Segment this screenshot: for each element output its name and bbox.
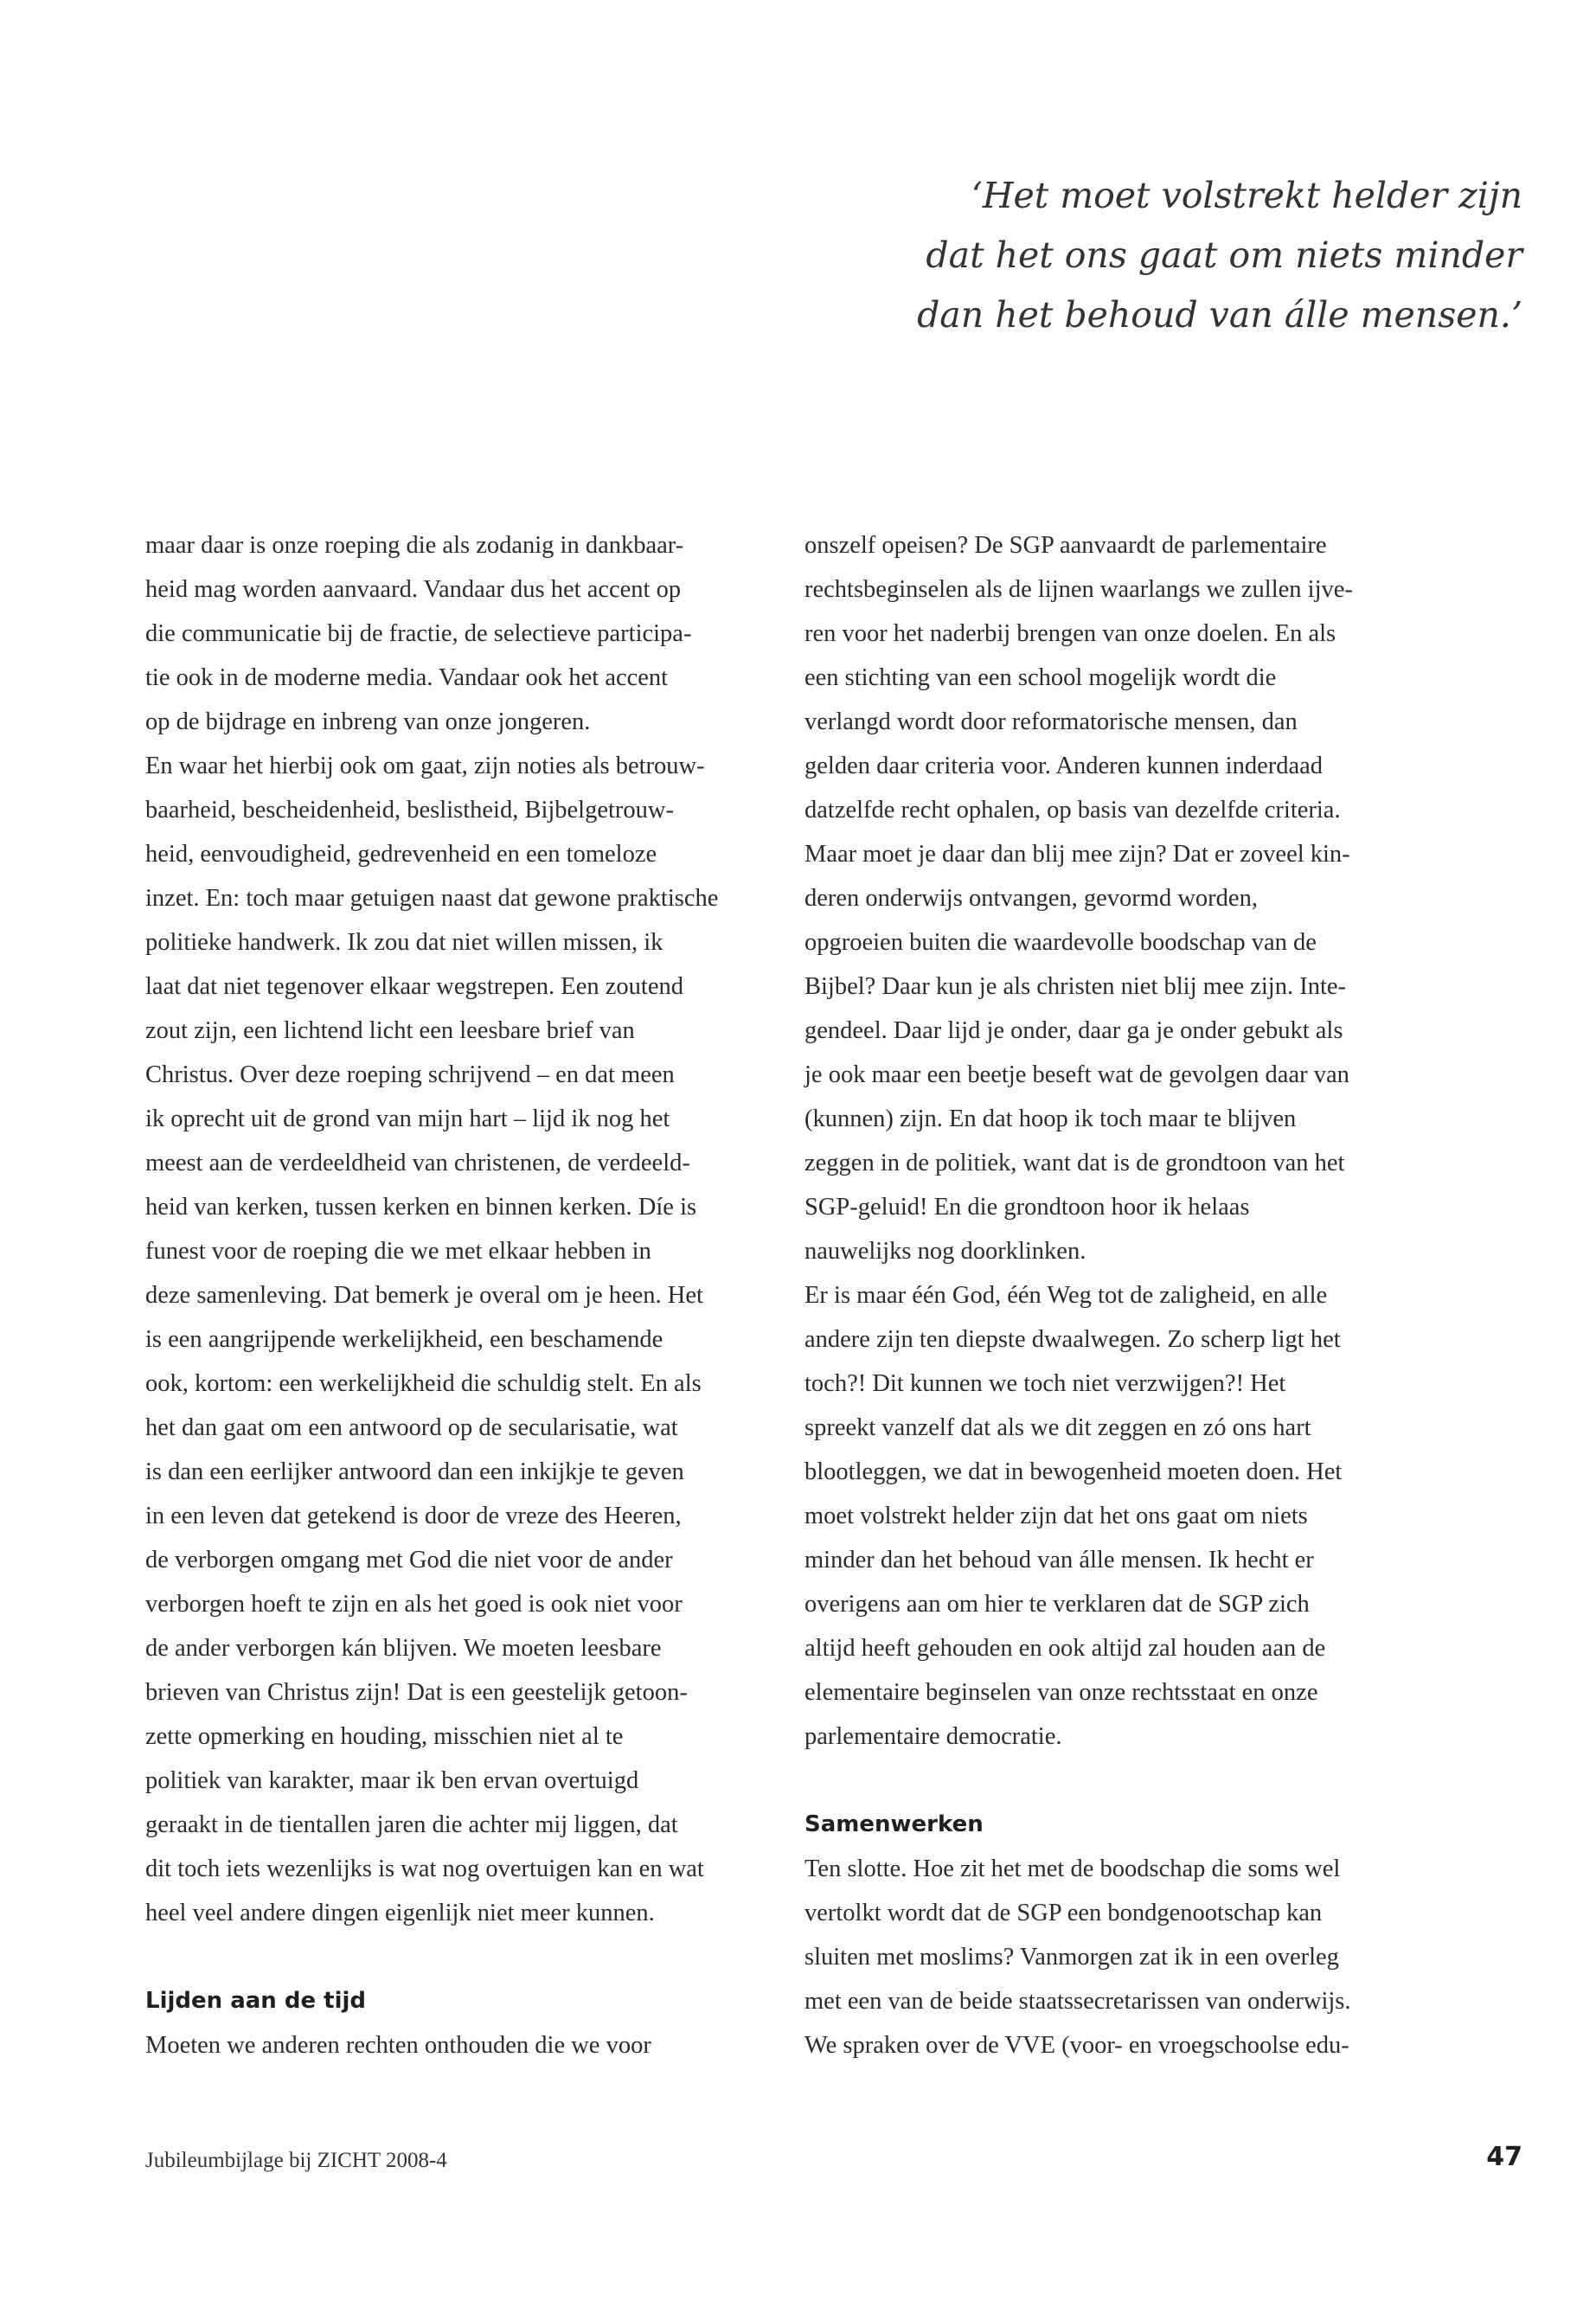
text-line: funest voor de roeping die we met elkaar hebben in bbox=[145, 1238, 651, 1265]
text-line: meest aan de verdeeldheid van christenen, de verdeeld- bbox=[145, 1150, 690, 1176]
left-column bbox=[145, 523, 777, 2067]
right-paragraph-1 bbox=[804, 523, 1436, 1759]
right-column bbox=[804, 523, 1436, 2067]
text-line: Moeten we anderen rechten onthouden die we voor bbox=[145, 2032, 651, 2059]
pull-quote-line: dan het behoud van álle mensen.’ bbox=[917, 294, 1522, 336]
text-line: Bijbel? Daar kun je als christen niet blij mee zijn. Inte- bbox=[804, 973, 1346, 1000]
text-line: tie ook in de moderne media. Vandaar ook het accent bbox=[145, 664, 669, 691]
text-line: verlangd wordt door reformatorische mensen, dan bbox=[804, 708, 1298, 735]
text-line: datzelfde recht ophalen, op basis van dezelfde criteria. bbox=[804, 797, 1341, 824]
footer-publication: Jubileumbijlage bij ZICHT 2008-4 bbox=[145, 2149, 447, 2172]
text-line: deze samenleving. Dat bemerk je overal om je heen. Het bbox=[145, 1282, 703, 1309]
text-line: politieke handwerk. Ik zou dat niet willen missen, ik bbox=[145, 929, 663, 956]
text-line: opgroeien buiten die waardevolle boodschap van de bbox=[804, 929, 1317, 956]
text-line: Er is maar één God, één Weg tot de zaligheid, en alle bbox=[804, 1282, 1328, 1309]
text-line: heid van kerken, tussen kerken en binnen kerken. Díe is bbox=[145, 1194, 697, 1221]
text-line: laat dat niet tegenover elkaar wegstrepen. Een zoutend bbox=[145, 973, 683, 1000]
text-line: moet volstrekt helder zijn dat het ons gaat om niets bbox=[804, 1503, 1308, 1529]
text-line: toch?! Dit kunnen we toch niet verzwijgen?! Het bbox=[804, 1370, 1286, 1397]
text-line: blootleggen, we dat in bewogenheid moeten doen. Het bbox=[804, 1458, 1343, 1485]
left-paragraph-2 bbox=[145, 2023, 777, 2067]
text-line: overigens aan om hier te verklaren dat de SGP zich bbox=[804, 1591, 1310, 1618]
text-line: heid, eenvoudigheid, gedrevenheid en een tomeloze bbox=[145, 841, 657, 868]
text-line: elementaire beginselen van onze rechtsstaat en onze bbox=[804, 1679, 1318, 1706]
section-heading-lijden-aan-de-tijd: Lijden aan de tijd bbox=[145, 1988, 367, 2014]
text-line: heel veel andere dingen eigenlijk niet meer kunnen. bbox=[145, 1900, 655, 1926]
text-line: ren voor het naderbij brengen van onze doelen. En als bbox=[804, 620, 1336, 647]
text-line: ook, kortom: een werkelijkheid die schuldig stelt. En als bbox=[145, 1370, 702, 1397]
text-line: is een aangrijpende werkelijkheid, een beschamende bbox=[145, 1326, 663, 1353]
text-line: die communicatie bij de fractie, de selectieve participa- bbox=[145, 620, 692, 647]
text-line: inzet. En: toch maar getuigen naast dat gewone praktische bbox=[145, 885, 719, 912]
text-line: minder dan het behoud van álle mensen. Ik hecht er bbox=[804, 1547, 1314, 1574]
text-line: verborgen hoeft te zijn en als het goed is ook niet voor bbox=[145, 1591, 683, 1618]
text-line: maar daar is onze roeping die als zodanig in dankbaar- bbox=[145, 532, 684, 559]
text-line: het dan gaat om een antwoord op de secularisatie, wat bbox=[145, 1414, 678, 1441]
text-line: rechtsbeginselen als de lijnen waarlangs we zullen ijve- bbox=[804, 576, 1353, 603]
text-line: spreekt vanzelf dat als we dit zeggen en zó ons hart bbox=[804, 1414, 1311, 1441]
text-line: En waar het hierbij ook om gaat, zijn noties als betrouw- bbox=[145, 753, 705, 779]
text-line: parlementaire democratie. bbox=[804, 1723, 1062, 1750]
text-line: gelden daar criteria voor. Anderen kunnen inderdaad bbox=[804, 753, 1324, 779]
section-heading-samenwerken: Samenwerken bbox=[804, 1811, 984, 1837]
text-line: zette opmerking en houding, misschien niet al te bbox=[145, 1723, 624, 1750]
pull-quote-line: ‘Het moet volstrekt helder zijn bbox=[971, 175, 1522, 216]
text-line: is dan een eerlijker antwoord dan een inkijkje te geven bbox=[145, 1458, 684, 1485]
text-line: gendeel. Daar lijd je onder, daar ga je onder gebukt als bbox=[804, 1017, 1343, 1044]
text-line: op de bijdrage en inbreng van onze jongeren. bbox=[145, 708, 591, 735]
text-line: politiek van karakter, maar ik ben ervan overtuigd bbox=[145, 1767, 639, 1794]
text-line: We spraken over de VVE (voor- en vroegschoolse edu- bbox=[804, 2032, 1349, 2059]
text-line: geraakt in de tientallen jaren die achter mij liggen, dat bbox=[145, 1811, 678, 1838]
right-paragraph-2 bbox=[804, 1847, 1436, 2067]
text-line: zout zijn, een lichtend licht een leesbare brief van bbox=[145, 1017, 635, 1044]
text-line: altijd heeft gehouden en ook altijd zal houden aan de bbox=[804, 1635, 1326, 1662]
pull-quote bbox=[744, 166, 1522, 345]
text-line: een stichting van een school mogelijk wordt die bbox=[804, 664, 1277, 691]
page-number: 47 bbox=[1486, 2142, 1522, 2172]
text-line: SGP-geluid! En die grondtoon hoor ik helaas bbox=[804, 1194, 1250, 1221]
text-line: je ook maar een beetje beseft wat de gevolgen daar van bbox=[804, 1061, 1349, 1088]
text-line: ik oprecht uit de grond van mijn hart – lijd ik nog het bbox=[145, 1106, 670, 1132]
text-line: heid mag worden aanvaard. Vandaar dus het accent op bbox=[145, 576, 682, 603]
text-line: Ten slotte. Hoe zit het met de boodschap die soms wel bbox=[804, 1856, 1341, 1882]
text-line: onszelf opeisen? De SGP aanvaardt de parlementaire bbox=[804, 532, 1327, 559]
text-line: andere zijn ten diepste dwaalwegen. Zo scherp ligt het bbox=[804, 1326, 1341, 1353]
text-line: nauwelijks nog doorklinken. bbox=[804, 1238, 1086, 1265]
text-line: dit toch iets wezenlijks is wat nog overtuigen kan en wat bbox=[145, 1856, 704, 1882]
text-line: brieven van Christus zijn! Dat is een geestelijk getoon- bbox=[145, 1679, 688, 1706]
text-line: in een leven dat getekend is door de vreze des Heeren, bbox=[145, 1503, 682, 1529]
pull-quote-line: dat het ons gaat om niets minder bbox=[926, 234, 1522, 276]
text-line: Christus. Over deze roeping schrijvend – en dat meen bbox=[145, 1061, 675, 1088]
text-line: zeggen in de politiek, want dat is de grondtoon van het bbox=[804, 1150, 1345, 1176]
text-line: deren onderwijs ontvangen, gevormd worden, bbox=[804, 885, 1258, 912]
text-line: Maar moet je daar dan blij mee zijn? Dat er zoveel kin- bbox=[804, 841, 1350, 868]
text-line: met een van de beide staatssecretarissen van onderwijs. bbox=[804, 1988, 1351, 2015]
text-line: baarheid, bescheidenheid, beslistheid, Bijbelgetrouw- bbox=[145, 797, 674, 824]
left-paragraph-1 bbox=[145, 523, 777, 1935]
text-line: de verborgen omgang met God die niet voor de ander bbox=[145, 1547, 673, 1574]
text-line: (kunnen) zijn. En dat hoop ik toch maar te blijven bbox=[804, 1106, 1297, 1132]
text-line: sluiten met moslims? Vanmorgen zat ik in een overleg bbox=[804, 1944, 1339, 1971]
text-line: de ander verborgen kán blijven. We moeten leesbare bbox=[145, 1635, 662, 1662]
text-line: vertolkt wordt dat de SGP een bondgenootschap kan bbox=[804, 1900, 1323, 1926]
